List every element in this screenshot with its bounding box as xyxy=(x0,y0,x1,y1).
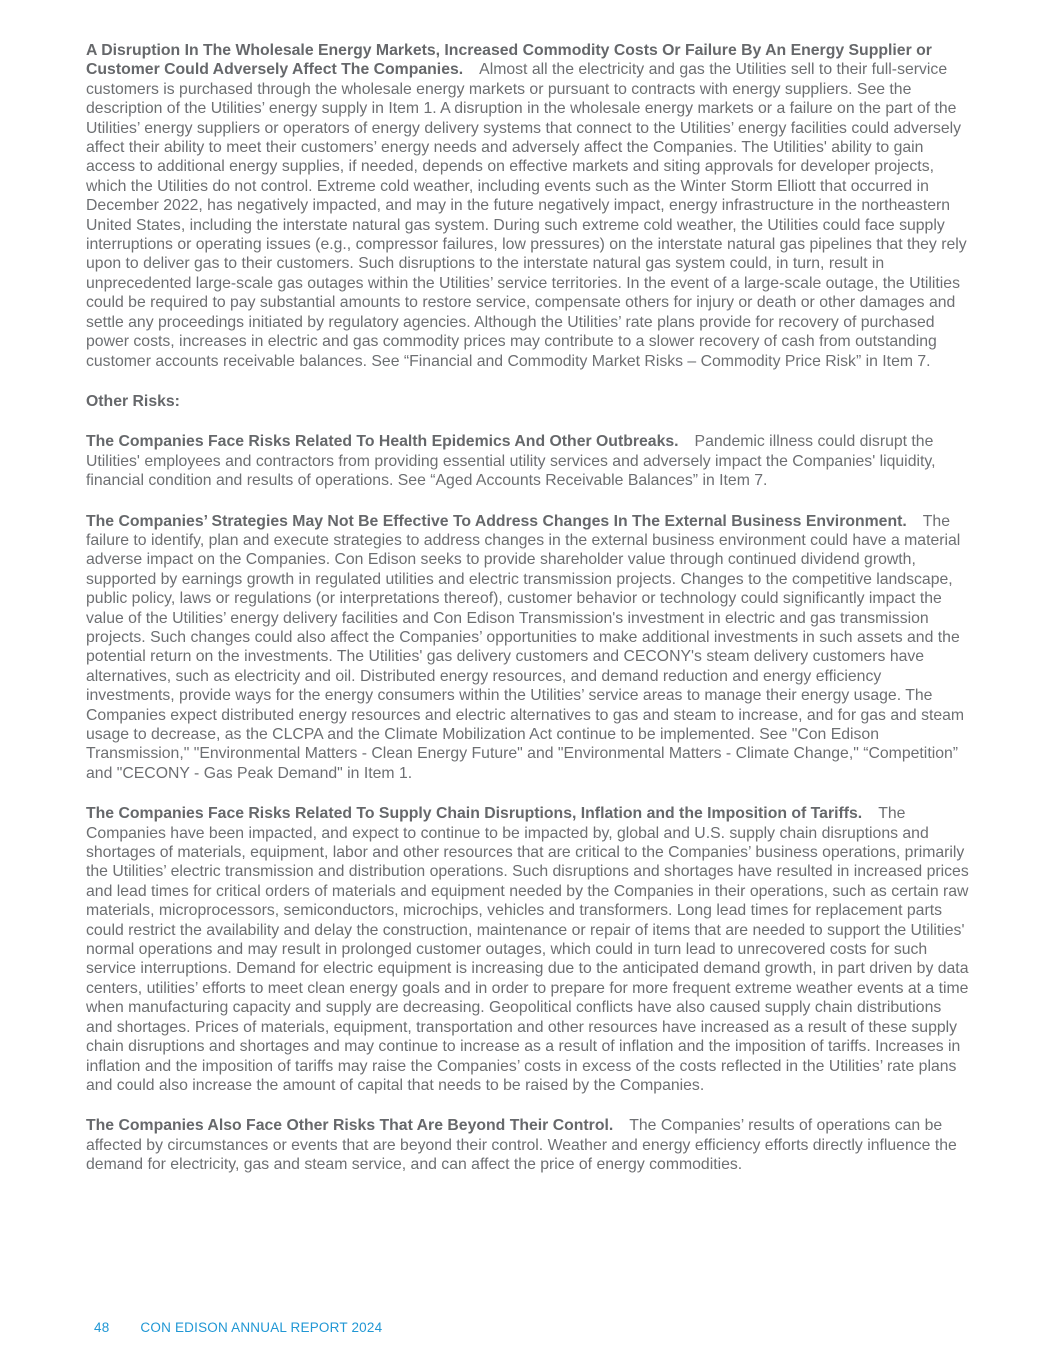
heading-supply-chain-inflation-tariffs: The Companies Face Risks Related To Supply Chain Disruptions, Inflation and the Imposition of Tariffs. xyxy=(86,805,863,823)
risk-factors-text-block xyxy=(86,41,972,1175)
page-footer xyxy=(94,1320,382,1336)
paragraph-wholesale-energy-disruption xyxy=(86,41,972,371)
heading-wholesale-energy-disruption: A Disruption In The Wholesale Energy Markets, Increased Commodity Costs Or Failure By An Energy Supplier or Customer Could Adversely Affect The Companies. xyxy=(86,42,932,79)
paragraph-risks-beyond-control xyxy=(86,1116,972,1174)
paragraph-supply-chain-inflation-tariffs xyxy=(86,804,972,1095)
body-strategies-external-business: The failure to identify, plan and execute strategies to address changes in the external business environment could have a material adverse impact on the Companies. Con Edison seeks to provide shareholder value through continued dividend growth, supported by earnings growth in regulated utilities and electric transmission projects. Changes to the competitive landscape, public policy, laws or regulations (or interpretations thereof), customer behavior or technology could significantly impact the value of the Utilities’ energy delivery facilities and Con Edison Transmission's investment in electric and gas transmission projects. Such changes could also affect the Companies’ opportunities to make additional investments in such assets and the potential return on the investments. The Utilities' gas delivery customers and CECONY's steam delivery customers have alternatives, such as electricity and oil. Distributed energy resources, and demand reduction and energy efficiency investments, provide ways for the energy consumers within the Utilities’ service areas to manage their energy usage. The Companies expect distributed energy resources and electric alternatives to gas and steam to increase, and for gas and steam usage to decrease, as the CLCPA and the Climate Mobilization Act continue to be implemented. See "Con Edison Transmission," "Environmental Matters - Clean Energy Future" and "Environmental Matters - Climate Change," “Competition” and "CECONY - Gas Peak Demand" in Item 1. xyxy=(86,512,965,782)
heading-health-epidemics: The Companies Face Risks Related To Health Epidemics And Other Outbreaks. xyxy=(86,433,679,451)
body-risks-beyond-control: The Companies’ results of operations can be affected by circumstances or events that are beyond their control. Weather and energy efficiency efforts directly influence the demand for electricity, gas and steam service, and can affect the price of energy commodities. xyxy=(86,1117,957,1174)
heading-risks-beyond-control: The Companies Also Face Other Risks That Are Beyond Their Control. xyxy=(86,1117,614,1135)
report-title: CON EDISON ANNUAL REPORT 2024 xyxy=(140,1320,383,1335)
heading-other-risks: Other Risks: xyxy=(86,392,180,410)
page-number: 48 xyxy=(94,1320,110,1335)
heading-strategies-external-business: The Companies’ Strategies May Not Be Effective To Address Changes In The External Business Environment. xyxy=(86,512,907,530)
paragraph-health-epidemics xyxy=(86,432,972,490)
body-wholesale-energy-disruption: Almost all the electricity and gas the Utilities sell to their full-service customers is purchased through the wholesale energy markets or pursuant to contracts with energy suppliers. See the description of the Utilities’ energy supply in Item 1. A disruption in the wholesale energy markets or a failure on the part of the Utilities’ energy suppliers or operators of energy delivery systems that connect to the Utilities’ energy facilities could adversely affect their ability to meet their customers’ energy needs and adversely affect the Companies. The Utilities' ability to gain access to additional energy supplies, if needed, depends on effective markets and siting approvals for developer projects, which the Utilities do not control. Extreme cold weather, including events such as the Winter Storm Elliott that occurred in December 2022, has negatively impacted, and may in the future negatively impact, energy infrastructure in the northeastern United States, including the interstate natural gas system. During such extreme cold weather, the Utilities could face supply interruptions or operating issues (e.g., compressor failures, low pressures) on the interstate natural gas pipelines that they rely upon to deliver gas to their customers. Such disruptions to the interstate natural gas system could, in turn, result in unprecedented large-scale gas outages within the Utilities’ service territories. In the event of a large-scale outage, the Utilities could be required to pay substantial amounts to restore service, compensate others for injury or death or other damages and settle any proceedings initiated by regulatory agencies. Although the Utilities’ rate plans provide for recovery of purchased power costs, increases in electric and gas commodity prices may contribute to a slower recovery of cash from outstanding customer accounts receivable balances. See “Financial and Commodity Market Risks – Commodity Price Risk” in Item 7. xyxy=(86,61,967,370)
paragraph-strategies-external-business xyxy=(86,512,972,784)
body-supply-chain-inflation-tariffs: The Companies have been impacted, and expect to continue to be impacted by, global and U.S. supply chain disruptions and shortages of materials, equipment, labor and other resources that are critical to the Companies’ business operations, primarily the Utilities’ electric transmission and distribution operations. Such disruptions and shortages have resulted in increased prices and lead times for critical orders of materials and equipment needed by the Companies in their operations, such as certain raw materials, microprocessors, semiconductors, microchips, vehicles and transformers. Long lead times for replacement parts could restrict the availability and delay the construction, maintenance or repair of items that are needed to support the Utilities' normal operations and may result in prolonged customer outages, which could in turn lead to unrecovered costs for such service interruptions. Demand for electric equipment is increasing due to the anticipated demand growth, in part driven by data centers, utilities’ efforts to meet clean energy goals and in order to prepare for more frequent extreme weather events at a time when manufacturing capacity and supply are decreasing. Geopolitical conflicts have also caused supply chain distributions and shortages. Prices of materials, equipment, transportation and other resources have increased as a result of these supply chain disruptions and shortages and may continue to increase as a result of inflation and the imposition of tariffs. Increases in inflation and the imposition of tariffs may raise the Companies’ costs in excess of the costs reflected in the Utilities’ rate plans and could also increase the amount of capital that needs to be raised by the Companies. xyxy=(86,805,969,1094)
paragraph-other-risks-label xyxy=(86,392,972,411)
body-health-epidemics: Pandemic illness could disrupt the Utilities' employees and contractors from providing essential utility services and adversely impact the Companies' liquidity, financial condition and results of operations. See “Aged Accounts Receivable Balances” in Item 7. xyxy=(86,433,936,490)
